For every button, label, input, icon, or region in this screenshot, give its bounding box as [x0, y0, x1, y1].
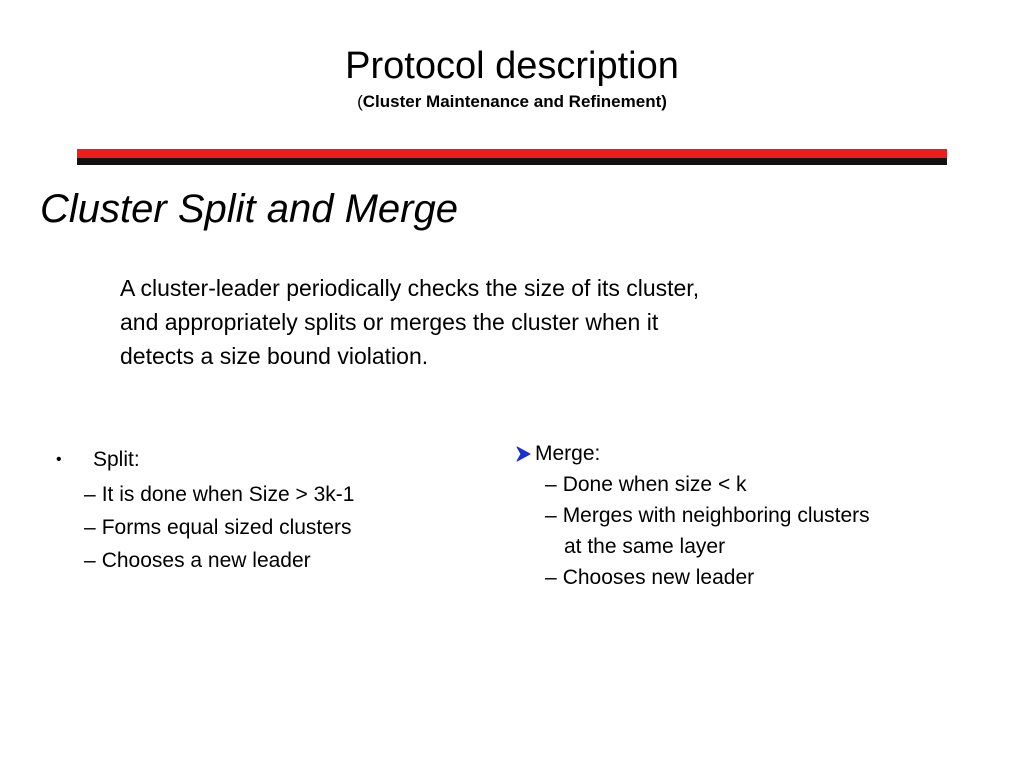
dash-marker: –: [84, 483, 96, 506]
list-item: [84, 544, 476, 577]
intro-paragraph: [120, 271, 860, 373]
list-item: [84, 511, 476, 544]
merge-label: Merge:: [535, 442, 601, 465]
dash-marker: –: [84, 549, 96, 572]
merge-item-text: Chooses new leader: [562, 566, 755, 589]
merge-item-text: Merges with neighboring clusters: [562, 504, 870, 527]
title-rule-red: [77, 149, 947, 158]
subtitle-text: Cluster Maintenance and Refinement): [362, 92, 667, 111]
arrow-bullet-icon: [515, 446, 535, 462]
intro-line: and appropriately splits or merges the cluster when it: [120, 309, 659, 335]
dash-marker: –: [545, 504, 557, 527]
list-item: [545, 562, 995, 593]
section-heading: Cluster Split and Merge: [40, 187, 458, 231]
subtitle-open-paren: (: [357, 92, 363, 111]
dash-marker: –: [545, 473, 557, 496]
list-item: [84, 478, 476, 511]
split-list: [56, 444, 476, 577]
merge-items: [515, 469, 995, 593]
split-item-text: It is done when Size > 3k-1: [101, 483, 355, 506]
merge-item-text: Done when size < k: [562, 473, 747, 496]
split-item-text: Forms equal sized clusters: [101, 516, 352, 539]
merge-heading: [515, 438, 995, 469]
intro-line: A cluster-leader periodically checks the size of its cluster,: [120, 275, 700, 301]
merge-list: [515, 438, 995, 593]
dash-marker: –: [545, 566, 557, 589]
title-rule-black: [77, 158, 947, 165]
intro-line: detects a size bound violation.: [120, 343, 429, 369]
merge-item-continuation: at the same layer: [564, 535, 726, 558]
split-item-text: Chooses a new leader: [101, 549, 311, 572]
list-item: [545, 500, 995, 562]
list-item: [545, 469, 995, 500]
split-label: Split:: [93, 448, 140, 471]
split-heading: [56, 444, 476, 476]
bullet-dot-icon: •: [56, 451, 62, 468]
slide-title: Protocol description: [345, 45, 679, 87]
split-items: [56, 478, 476, 577]
slide-subtitle: [0, 91, 1024, 113]
dash-marker: –: [84, 516, 96, 539]
